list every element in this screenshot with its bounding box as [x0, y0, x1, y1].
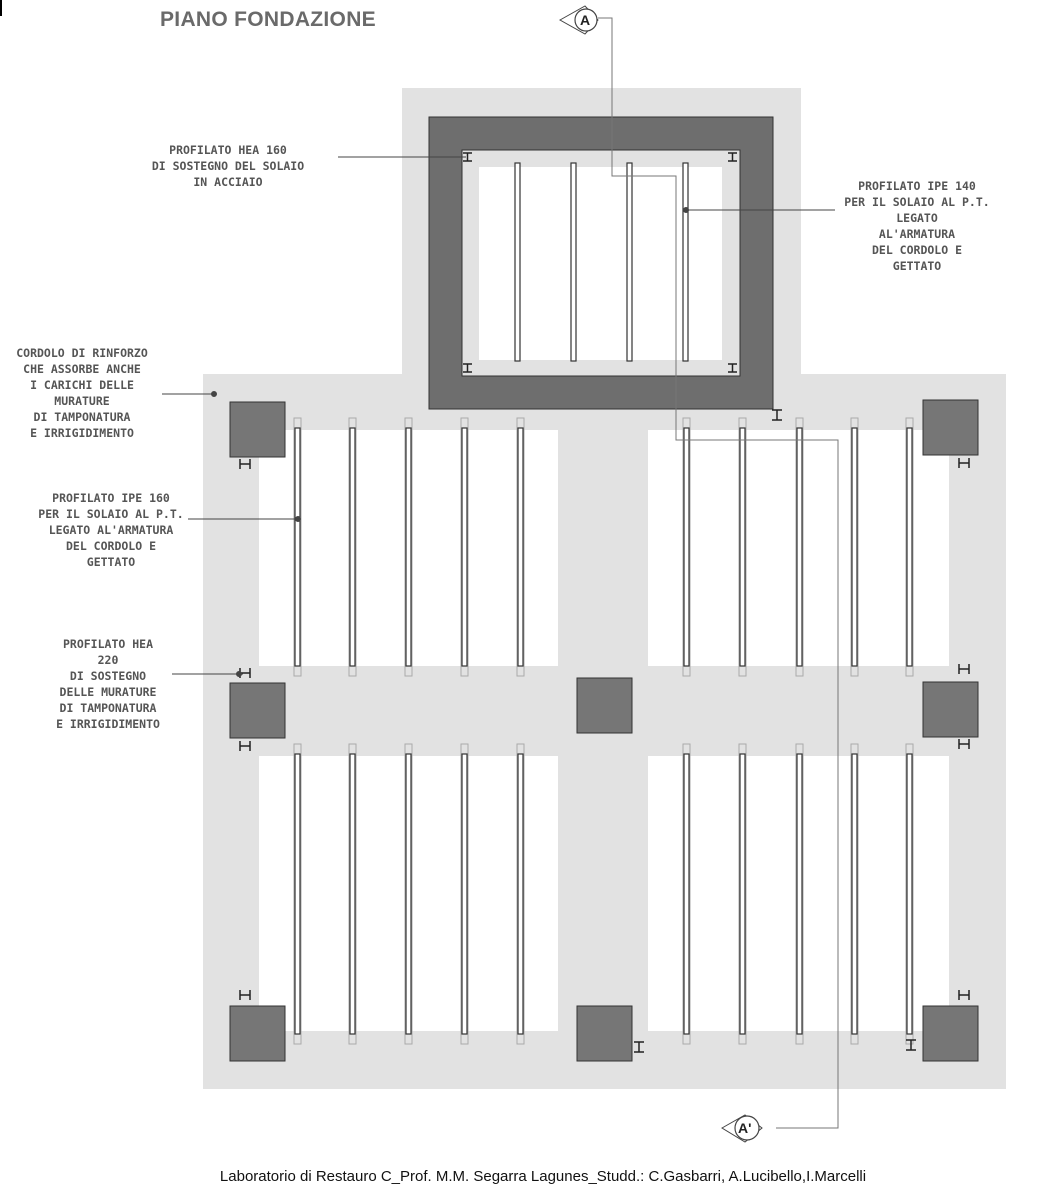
- annotation-line: DI TAMPONATURA: [59, 701, 157, 715]
- annotation-line: I CARICHI DELLE: [30, 378, 134, 392]
- annotation-line: DI TAMPONATURA: [33, 410, 131, 424]
- pillar: [923, 400, 978, 455]
- annotation-line: PER IL SOLAIO AL P.T.: [844, 195, 990, 209]
- annotation-line: LEGATO: [896, 211, 938, 225]
- section-marker-a-prime-label: A': [738, 1120, 752, 1136]
- annotation-line: PROFILATO IPE 140: [858, 179, 976, 193]
- credits-footer: Laboratorio di Restauro C_Prof. M.M. Segarra Lagunes_Studd.: C.Gasbarri, A.Lucibello,I.Marcelli: [219, 1168, 867, 1185]
- annotation-ipe160: [38, 491, 183, 569]
- annotation-line: GETTATO: [892, 259, 942, 273]
- plan-title: PIANO FONDAZIONE: [160, 8, 376, 31]
- annotation-cordolo: [16, 346, 148, 440]
- pillar: [230, 402, 285, 457]
- annotation-line: DI SOSTEGNO DEL SOLAIO: [151, 159, 305, 173]
- annotation-line: DEL CORDOLO E: [65, 539, 157, 553]
- annotation-line: LEGATO AL'ARMATURA: [48, 523, 174, 537]
- annotation-line: 220: [97, 653, 119, 667]
- section-marker-a-prime: [722, 1115, 762, 1142]
- annotation-line: CORDOLO DI RINFORZO: [16, 346, 148, 360]
- annotation-ipe140: [844, 179, 989, 273]
- annotation-line: CHE ASSORBE ANCHE: [23, 362, 141, 376]
- annotation-line: PROFILATO IPE 160: [52, 491, 170, 505]
- pillar: [230, 683, 285, 738]
- corner-mark: [0, 0, 2, 16]
- annotation-line: DI SOSTEGNO: [69, 669, 147, 683]
- section-marker-a: [560, 6, 598, 34]
- annotation-line: GETTATO: [86, 555, 136, 569]
- section-marker-a-label: A: [580, 12, 591, 28]
- pillar: [923, 682, 978, 737]
- annotation-line: DEL CORDOLO E: [871, 243, 963, 257]
- annotation-hea220: [56, 637, 160, 731]
- pillar: [577, 678, 632, 733]
- annotation-line: E IRRIGIDIMENTO: [56, 717, 160, 731]
- annotation-line: PROFILATO HEA: [62, 637, 154, 651]
- annotation-line: AL'ARMATURA: [878, 227, 956, 241]
- annotation-line: DELLE MURATURE: [59, 685, 157, 699]
- pillar: [923, 1006, 978, 1061]
- annotation-line: PROFILATO HEA 160: [169, 143, 287, 157]
- annotation-line: E IRRIGIDIMENTO: [30, 426, 134, 440]
- annotation-line: MURATURE: [54, 394, 110, 408]
- annotation-hea160: [152, 143, 304, 189]
- annotation-line: PER IL SOLAIO AL P.T.: [38, 507, 184, 521]
- upper-room: [429, 117, 773, 409]
- pillar: [577, 1006, 632, 1061]
- annotation-line: IN ACCIAIO: [193, 175, 263, 189]
- pillar: [230, 1006, 285, 1061]
